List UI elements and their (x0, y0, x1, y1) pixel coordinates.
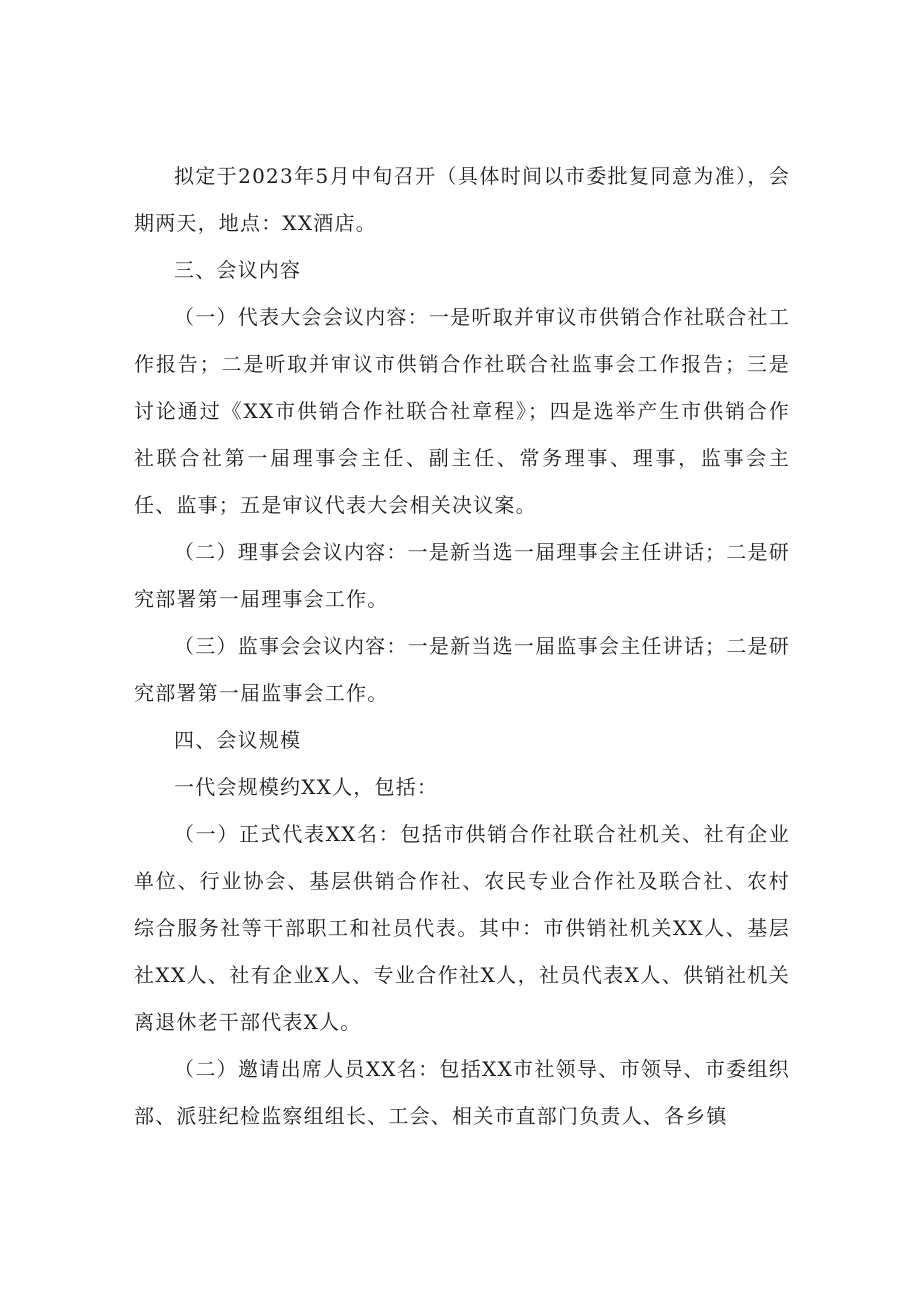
heading-meeting-content: 三、会议内容 (174, 258, 302, 282)
paragraph-council-content: （二）理事会会议内容：一是新当选一届理事会主任讲话；二是研究部署第一届理事会工作。 (134, 540, 790, 611)
paragraph-congress-content: （一）代表大会会议内容：一是听取并审议市供销合作社联合社工作报告；二是听取并审议市供销合作社联合社监事会工作报告；三是讨论通过《XX市供销合作社联合社章程》；四是选举产生市供销合作社联合社第一届理事会主任、副主任、常务理事、理事，监事会主任、监事；五是审议代表大会相关决议案。 (134, 305, 790, 517)
paragraph-scale-intro: 一代会规模约XX人，包括： (174, 775, 439, 799)
paragraph-invited-attendees: （二）邀请出席人员XX名：包括XX市社领导、市领导、市委组织部、派驻纪检监察组组长、工会、相关市直部门负责人、各乡镇 (134, 1057, 790, 1128)
document-body (134, 153, 790, 1140)
heading-meeting-scale: 四、会议规模 (174, 728, 302, 752)
paragraph-supervisory-content: （三）监事会会议内容：一是新当选一届监事会主任讲话；二是研究部署第一届监事会工作。 (134, 634, 790, 705)
paragraph-meeting-time: 拟定于2023年5月中旬召开（具体时间以市委批复同意为准），会期两天，地点：XX酒店。 (134, 164, 790, 235)
paragraph-formal-delegates: （一）正式代表XX名：包括市供销合作社联合社机关、社有企业单位、行业协会、基层供销合作社、农民专业合作社及联合社、农村综合服务社等干部职工和社员代表。其中：市供销社机关XX人、基层社XX人、社有企业X人、专业合作社X人，社员代表X人、供销社机关离退休老干部代表X人。 (134, 822, 790, 1034)
